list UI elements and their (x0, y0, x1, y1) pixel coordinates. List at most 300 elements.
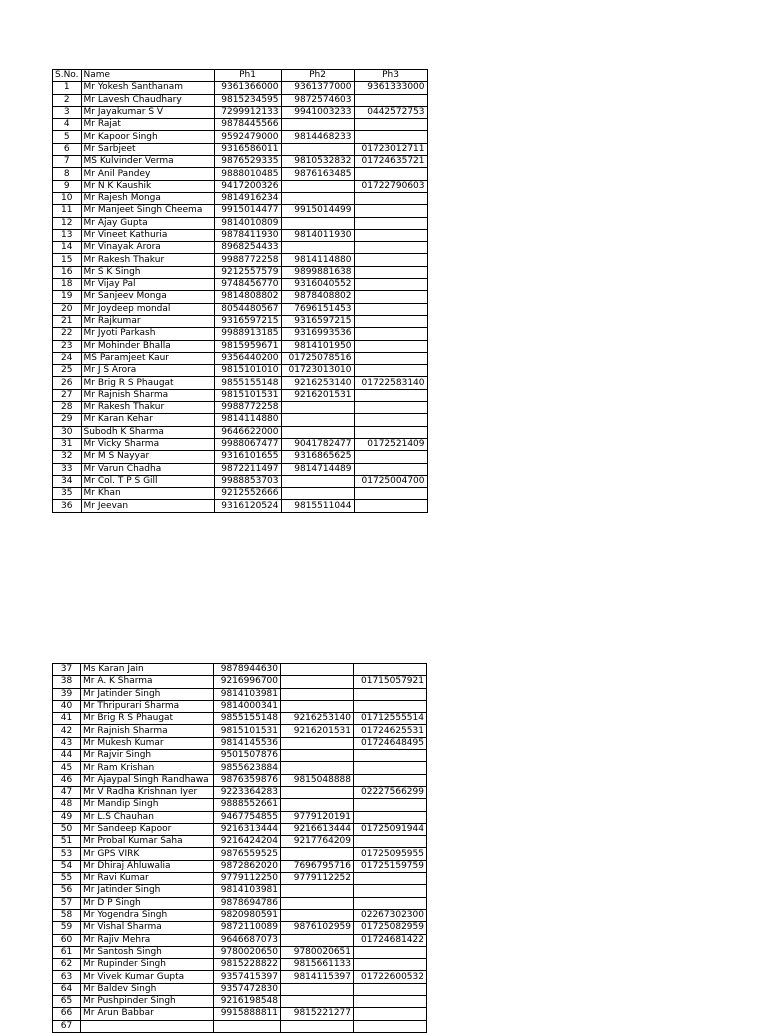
cell-ph2: 01723013010 (281, 365, 354, 377)
cell-name (81, 1020, 214, 1032)
cell-sno: 4 (53, 119, 82, 131)
cell-ph2: 9815511044 (281, 500, 354, 512)
cell-name: Mr Mukesh Kumar (81, 737, 214, 749)
cell-ph1: 9212557579 (214, 266, 281, 278)
cell-ph2: 9899881638 (281, 266, 354, 278)
cell-ph1: 9814103981 (214, 688, 281, 700)
cell-ph1: 9646687073 (214, 934, 281, 946)
table-row (53, 737, 427, 749)
table-row (53, 266, 428, 278)
cell-name: Mr Lavesh Chaudhary (81, 94, 214, 106)
table-row (53, 94, 428, 106)
table-row (53, 451, 428, 463)
table-row (53, 946, 427, 958)
cell-name: Mr Sarbjeet (81, 143, 214, 155)
cell-ph1: 9501507876 (214, 750, 281, 762)
cell-ph3: 01724681422 (354, 934, 427, 946)
cell-name: Mr Mandip Singh (81, 799, 214, 811)
cell-name: Mr Pushpinder Singh (81, 996, 214, 1008)
cell-sno: 38 (53, 676, 81, 688)
cell-ph3 (354, 389, 427, 401)
cell-sno: 45 (53, 762, 81, 774)
table-row (53, 971, 427, 983)
cell-sno: 29 (53, 414, 82, 426)
cell-name: Mr Ravi Kumar (81, 873, 214, 885)
table-row (53, 860, 427, 872)
table-row (53, 82, 428, 94)
cell-ph2: 9316865625 (281, 451, 354, 463)
cell-ph2: 9779112252 (281, 873, 354, 885)
header-ph2: Ph2 (281, 70, 354, 82)
cell-ph3 (354, 266, 427, 278)
cell-ph1: 9876359876 (214, 774, 281, 786)
cell-sno: 56 (53, 885, 81, 897)
cell-ph3: 01724648495 (354, 737, 427, 749)
table-row (53, 774, 427, 786)
cell-sno: 25 (53, 365, 82, 377)
cell-ph3: 0442572753 (354, 106, 427, 118)
cell-sno: 46 (53, 774, 81, 786)
header-ph3: Ph3 (354, 70, 427, 82)
cell-ph2: 9814011930 (281, 229, 354, 241)
cell-ph3: 01722583140 (354, 377, 427, 389)
table-row (53, 303, 428, 315)
table-row (53, 762, 427, 774)
cell-ph3 (354, 291, 427, 303)
cell-name: Mr Santosh Singh (81, 946, 214, 958)
cell-sno: 28 (53, 402, 82, 414)
cell-ph2 (281, 143, 354, 155)
cell-ph3 (354, 1020, 427, 1032)
cell-sno: 54 (53, 860, 81, 872)
cell-name: Mr Baldev Singh (81, 983, 214, 995)
cell-sno: 66 (53, 1008, 81, 1020)
cell-sno: 44 (53, 750, 81, 762)
table-row (53, 836, 427, 848)
cell-name: Ms Karan Jain (81, 664, 214, 676)
cell-sno: 55 (53, 873, 81, 885)
cell-sno: 7 (53, 156, 82, 168)
cell-ph1: 9815101531 (214, 389, 281, 401)
cell-ph1: 9814010809 (214, 217, 281, 229)
cell-name: Mr Col. T P S Gill (81, 475, 214, 487)
cell-sno: 59 (53, 922, 81, 934)
cell-ph1: 9878694786 (214, 897, 281, 909)
cell-ph3: 01724635721 (354, 156, 427, 168)
cell-ph1: 7299912133 (214, 106, 281, 118)
table-row (53, 106, 428, 118)
cell-ph1: 9855623884 (214, 762, 281, 774)
cell-name: Mr Mohinder Bhalla (81, 340, 214, 352)
cell-ph1: 9855155148 (214, 713, 281, 725)
cell-ph1: 9820980591 (214, 909, 281, 921)
table-row (53, 1020, 427, 1032)
cell-name: Mr L.S Chauhan (81, 811, 214, 823)
cell-name: Mr D P Singh (81, 897, 214, 909)
cell-ph3 (354, 352, 427, 364)
cell-ph3 (354, 242, 427, 254)
cell-sno: 65 (53, 996, 81, 1008)
cell-sno: 33 (53, 463, 82, 475)
cell-ph1: 9223364283 (214, 786, 281, 798)
cell-ph3: 01723012711 (354, 143, 427, 155)
table-row (53, 242, 428, 254)
cell-name: Mr A. K Sharma (81, 676, 214, 688)
cell-ph1: 9915014477 (214, 205, 281, 217)
cell-ph1: 9748456770 (214, 279, 281, 291)
header-row (53, 70, 428, 82)
cell-ph3 (354, 688, 427, 700)
cell-ph2 (281, 1020, 354, 1032)
cell-ph2: 01725078516 (281, 352, 354, 364)
cell-name: Subodh K Sharma (81, 426, 214, 438)
cell-ph2 (281, 402, 354, 414)
cell-ph3 (354, 996, 427, 1008)
cell-sno: 26 (53, 377, 82, 389)
cell-ph2 (281, 786, 354, 798)
cell-name: Mr Rajvir Singh (81, 750, 214, 762)
cell-ph2: 9941003233 (281, 106, 354, 118)
table-row (53, 377, 428, 389)
cell-sno: 16 (53, 266, 82, 278)
cell-ph2 (281, 996, 354, 1008)
cell-ph1: 9872211497 (214, 463, 281, 475)
table-row (53, 811, 427, 823)
cell-sno: 57 (53, 897, 81, 909)
cell-ph3 (354, 774, 427, 786)
cell-ph1: 9779112250 (214, 873, 281, 885)
cell-sno: 5 (53, 131, 82, 143)
table-row (53, 922, 427, 934)
cell-ph3 (354, 799, 427, 811)
cell-ph3 (354, 983, 427, 995)
cell-name: Mr Vivek Kumar Gupta (81, 971, 214, 983)
cell-sno: 13 (53, 229, 82, 241)
cell-ph2 (281, 750, 354, 762)
cell-ph3 (354, 750, 427, 762)
cell-ph1: 9815234595 (214, 94, 281, 106)
table-row (53, 786, 427, 798)
cell-ph3: 01725091944 (354, 823, 427, 835)
cell-ph1: 9216996700 (214, 676, 281, 688)
cell-sno: 12 (53, 217, 82, 229)
cell-name: Mr Ram Krishan (81, 762, 214, 774)
cell-ph2 (281, 664, 354, 676)
cell-ph1: 9988772258 (214, 254, 281, 266)
cell-ph2 (281, 885, 354, 897)
cell-ph2 (281, 475, 354, 487)
table-row (53, 156, 428, 168)
cell-ph1: 9815959671 (214, 340, 281, 352)
cell-sno: 36 (53, 500, 82, 512)
cell-sno: 67 (53, 1020, 81, 1032)
cell-sno: 41 (53, 713, 81, 725)
header-ph1: Ph1 (214, 70, 281, 82)
cell-ph1: 9212552666 (214, 488, 281, 500)
cell-name: Mr GPS VIRK (81, 848, 214, 860)
cell-name: Mr Vicky Sharma (81, 438, 214, 450)
cell-ph1: 9815228822 (214, 959, 281, 971)
cell-ph3 (354, 192, 427, 204)
cell-ph3: 02267302300 (354, 909, 427, 921)
cell-ph1: 9814000341 (214, 700, 281, 712)
cell-ph2 (281, 909, 354, 921)
cell-name: Mr Rajkumar (81, 315, 214, 327)
table-row (53, 725, 427, 737)
cell-ph2: 9216201531 (281, 725, 354, 737)
cell-ph3 (354, 414, 427, 426)
cell-sno: 18 (53, 279, 82, 291)
cell-ph1: 9592479000 (214, 131, 281, 143)
cell-sno: 42 (53, 725, 81, 737)
table-row (53, 402, 428, 414)
cell-ph3 (354, 836, 427, 848)
cell-ph1: 9888552661 (214, 799, 281, 811)
cell-ph2 (281, 488, 354, 500)
cell-ph2: 9814468233 (281, 131, 354, 143)
cell-ph3 (354, 303, 427, 315)
cell-ph1: 9876559525 (214, 848, 281, 860)
header-sno: S.No. (53, 70, 82, 82)
cell-name: Mr Karan Kehar (81, 414, 214, 426)
table-row (53, 328, 428, 340)
cell-ph3 (354, 217, 427, 229)
cell-sno: 37 (53, 664, 81, 676)
cell-sno: 2 (53, 94, 82, 106)
cell-ph3 (354, 315, 427, 327)
cell-name: Mr Vinayak Arora (81, 242, 214, 254)
cell-name: Mr Sandeep Kapoor (81, 823, 214, 835)
cell-sno: 8 (53, 168, 82, 180)
cell-name: Mr Ajay Gupta (81, 217, 214, 229)
cell-sno: 23 (53, 340, 82, 352)
cell-ph1: 9814103981 (214, 885, 281, 897)
cell-ph1: 8968254433 (214, 242, 281, 254)
table-row (53, 1008, 427, 1020)
table-row (53, 205, 428, 217)
table-row (53, 996, 427, 1008)
cell-sno: 6 (53, 143, 82, 155)
cell-ph1: 9814808802 (214, 291, 281, 303)
cell-ph3: 02227566299 (354, 786, 427, 798)
cell-sno: 35 (53, 488, 82, 500)
cell-ph2 (281, 242, 354, 254)
cell-ph3 (354, 254, 427, 266)
cell-ph2: 7696795716 (281, 860, 354, 872)
cell-sno: 1 (53, 82, 82, 94)
cell-ph2: 9815048888 (281, 774, 354, 786)
cell-ph1: 9855155148 (214, 377, 281, 389)
table-row (53, 254, 428, 266)
cell-ph1: 9356440200 (214, 352, 281, 364)
cell-ph2: 9316597215 (281, 315, 354, 327)
table-row (53, 959, 427, 971)
cell-name: Mr Vishal Sharma (81, 922, 214, 934)
cell-ph3 (354, 451, 427, 463)
cell-ph1: 9815101010 (214, 365, 281, 377)
cell-ph3 (354, 897, 427, 909)
cell-sno: 63 (53, 971, 81, 983)
cell-ph2: 9041782477 (281, 438, 354, 450)
cell-sno: 21 (53, 315, 82, 327)
table-row (53, 315, 428, 327)
cell-ph3 (354, 131, 427, 143)
table-row (53, 119, 428, 131)
cell-ph3: 01725004700 (354, 475, 427, 487)
cell-ph3 (354, 811, 427, 823)
cell-ph3 (354, 229, 427, 241)
cell-ph2 (281, 180, 354, 192)
table-row (53, 365, 428, 377)
cell-ph2: 9217764209 (281, 836, 354, 848)
cell-ph1: 9872110089 (214, 922, 281, 934)
cell-sno: 32 (53, 451, 82, 463)
cell-sno: 15 (53, 254, 82, 266)
cell-name: Mr Rakesh Thakur (81, 402, 214, 414)
table-row (53, 291, 428, 303)
cell-name: Mr Yogendra Singh (81, 909, 214, 921)
table-row (53, 909, 427, 921)
table-row (53, 983, 427, 995)
cell-sno: 53 (53, 848, 81, 860)
table-row (53, 934, 427, 946)
cell-name: Mr Rajnish Sharma (81, 725, 214, 737)
cell-sno: 43 (53, 737, 81, 749)
cell-name: Mr Dhiraj Ahluwalia (81, 860, 214, 872)
cell-ph3: 01725159759 (354, 860, 427, 872)
cell-name: Mr V Radha Krishnan Iyer (81, 786, 214, 798)
cell-sno: 62 (53, 959, 81, 971)
cell-name: Mr Anil Pandey (81, 168, 214, 180)
cell-ph3 (354, 119, 427, 131)
table-row (53, 340, 428, 352)
table-row (53, 475, 428, 487)
cell-sno: 31 (53, 438, 82, 450)
cell-ph2 (281, 762, 354, 774)
cell-name: Mr Khan (81, 488, 214, 500)
table-row (53, 279, 428, 291)
cell-ph3: 01725095955 (354, 848, 427, 860)
cell-sno: 51 (53, 836, 81, 848)
cell-sno: 49 (53, 811, 81, 823)
cell-ph1: 9915888811 (214, 1008, 281, 1020)
cell-ph2 (281, 848, 354, 860)
cell-ph1: 9316101655 (214, 451, 281, 463)
cell-sno: 34 (53, 475, 82, 487)
header-name: Name (81, 70, 214, 82)
cell-sno: 22 (53, 328, 82, 340)
cell-sno: 58 (53, 909, 81, 921)
cell-sno: 14 (53, 242, 82, 254)
cell-ph3 (354, 873, 427, 885)
cell-name: Mr Kapoor Singh (81, 131, 214, 143)
cell-sno: 27 (53, 389, 82, 401)
table-row (53, 488, 428, 500)
cell-ph2 (281, 934, 354, 946)
cell-ph3: 9361333000 (354, 82, 427, 94)
table-row (53, 713, 427, 725)
cell-sno: 64 (53, 983, 81, 995)
cell-ph3 (354, 700, 427, 712)
cell-ph2: 9878408802 (281, 291, 354, 303)
table-row (53, 799, 427, 811)
table-row (53, 897, 427, 909)
table-row (53, 700, 427, 712)
cell-sno: 20 (53, 303, 82, 315)
cell-sno: 10 (53, 192, 82, 204)
cell-ph3 (354, 328, 427, 340)
cell-ph2 (281, 737, 354, 749)
cell-ph2: 9216613444 (281, 823, 354, 835)
cell-ph1: 9467754855 (214, 811, 281, 823)
cell-ph3 (354, 463, 427, 475)
cell-ph3: 01712555514 (354, 713, 427, 725)
cell-ph1: 9316586011 (214, 143, 281, 155)
contacts-table-2 (52, 663, 427, 1033)
cell-ph2: 9814114880 (281, 254, 354, 266)
cell-name: Mr Rakesh Thakur (81, 254, 214, 266)
cell-ph1: 9361366000 (214, 82, 281, 94)
table-row (53, 688, 427, 700)
cell-ph2: 9779120191 (281, 811, 354, 823)
table-row (53, 848, 427, 860)
cell-ph2: 9216201531 (281, 389, 354, 401)
cell-name: Mr Arun Babbar (81, 1008, 214, 1020)
cell-ph1: 9357415397 (214, 971, 281, 983)
cell-name: Mr Sanjeev Monga (81, 291, 214, 303)
cell-ph1: 9216313444 (214, 823, 281, 835)
cell-ph3: 01722600532 (354, 971, 427, 983)
cell-sno: 3 (53, 106, 82, 118)
table-row (53, 438, 428, 450)
table-row (53, 676, 427, 688)
cell-ph2 (281, 414, 354, 426)
cell-ph1: 9780020650 (214, 946, 281, 958)
cell-ph3: 01724625531 (354, 725, 427, 737)
cell-ph1: 9814145536 (214, 737, 281, 749)
cell-ph3 (354, 946, 427, 958)
cell-ph1: 9216424204 (214, 836, 281, 848)
cell-ph3 (354, 205, 427, 217)
cell-sno: 60 (53, 934, 81, 946)
cell-ph1: 9646622000 (214, 426, 281, 438)
table-row (53, 217, 428, 229)
cell-ph1: 9988913185 (214, 328, 281, 340)
table-row (53, 463, 428, 475)
cell-ph3: 01715057921 (354, 676, 427, 688)
table-row (53, 389, 428, 401)
cell-ph2: 9814714489 (281, 463, 354, 475)
cell-sno: 30 (53, 426, 82, 438)
cell-ph2: 9814115397 (281, 971, 354, 983)
cell-ph1: 8054480567 (214, 303, 281, 315)
cell-ph2 (281, 119, 354, 131)
cell-name: Mr Rajnish Sharma (81, 389, 214, 401)
cell-ph1: 9888010485 (214, 168, 281, 180)
cell-name: Mr Vijay Pal (81, 279, 214, 291)
cell-ph1: 9316120524 (214, 500, 281, 512)
cell-ph2 (281, 676, 354, 688)
cell-name: Mr S K Singh (81, 266, 214, 278)
cell-ph3: 0172521409 (354, 438, 427, 450)
table-row (53, 885, 427, 897)
cell-ph2: 9815661133 (281, 959, 354, 971)
cell-ph3 (354, 426, 427, 438)
cell-ph3 (354, 500, 427, 512)
cell-sno: 40 (53, 700, 81, 712)
cell-ph3 (354, 279, 427, 291)
cell-ph2: 9815221277 (281, 1008, 354, 1020)
